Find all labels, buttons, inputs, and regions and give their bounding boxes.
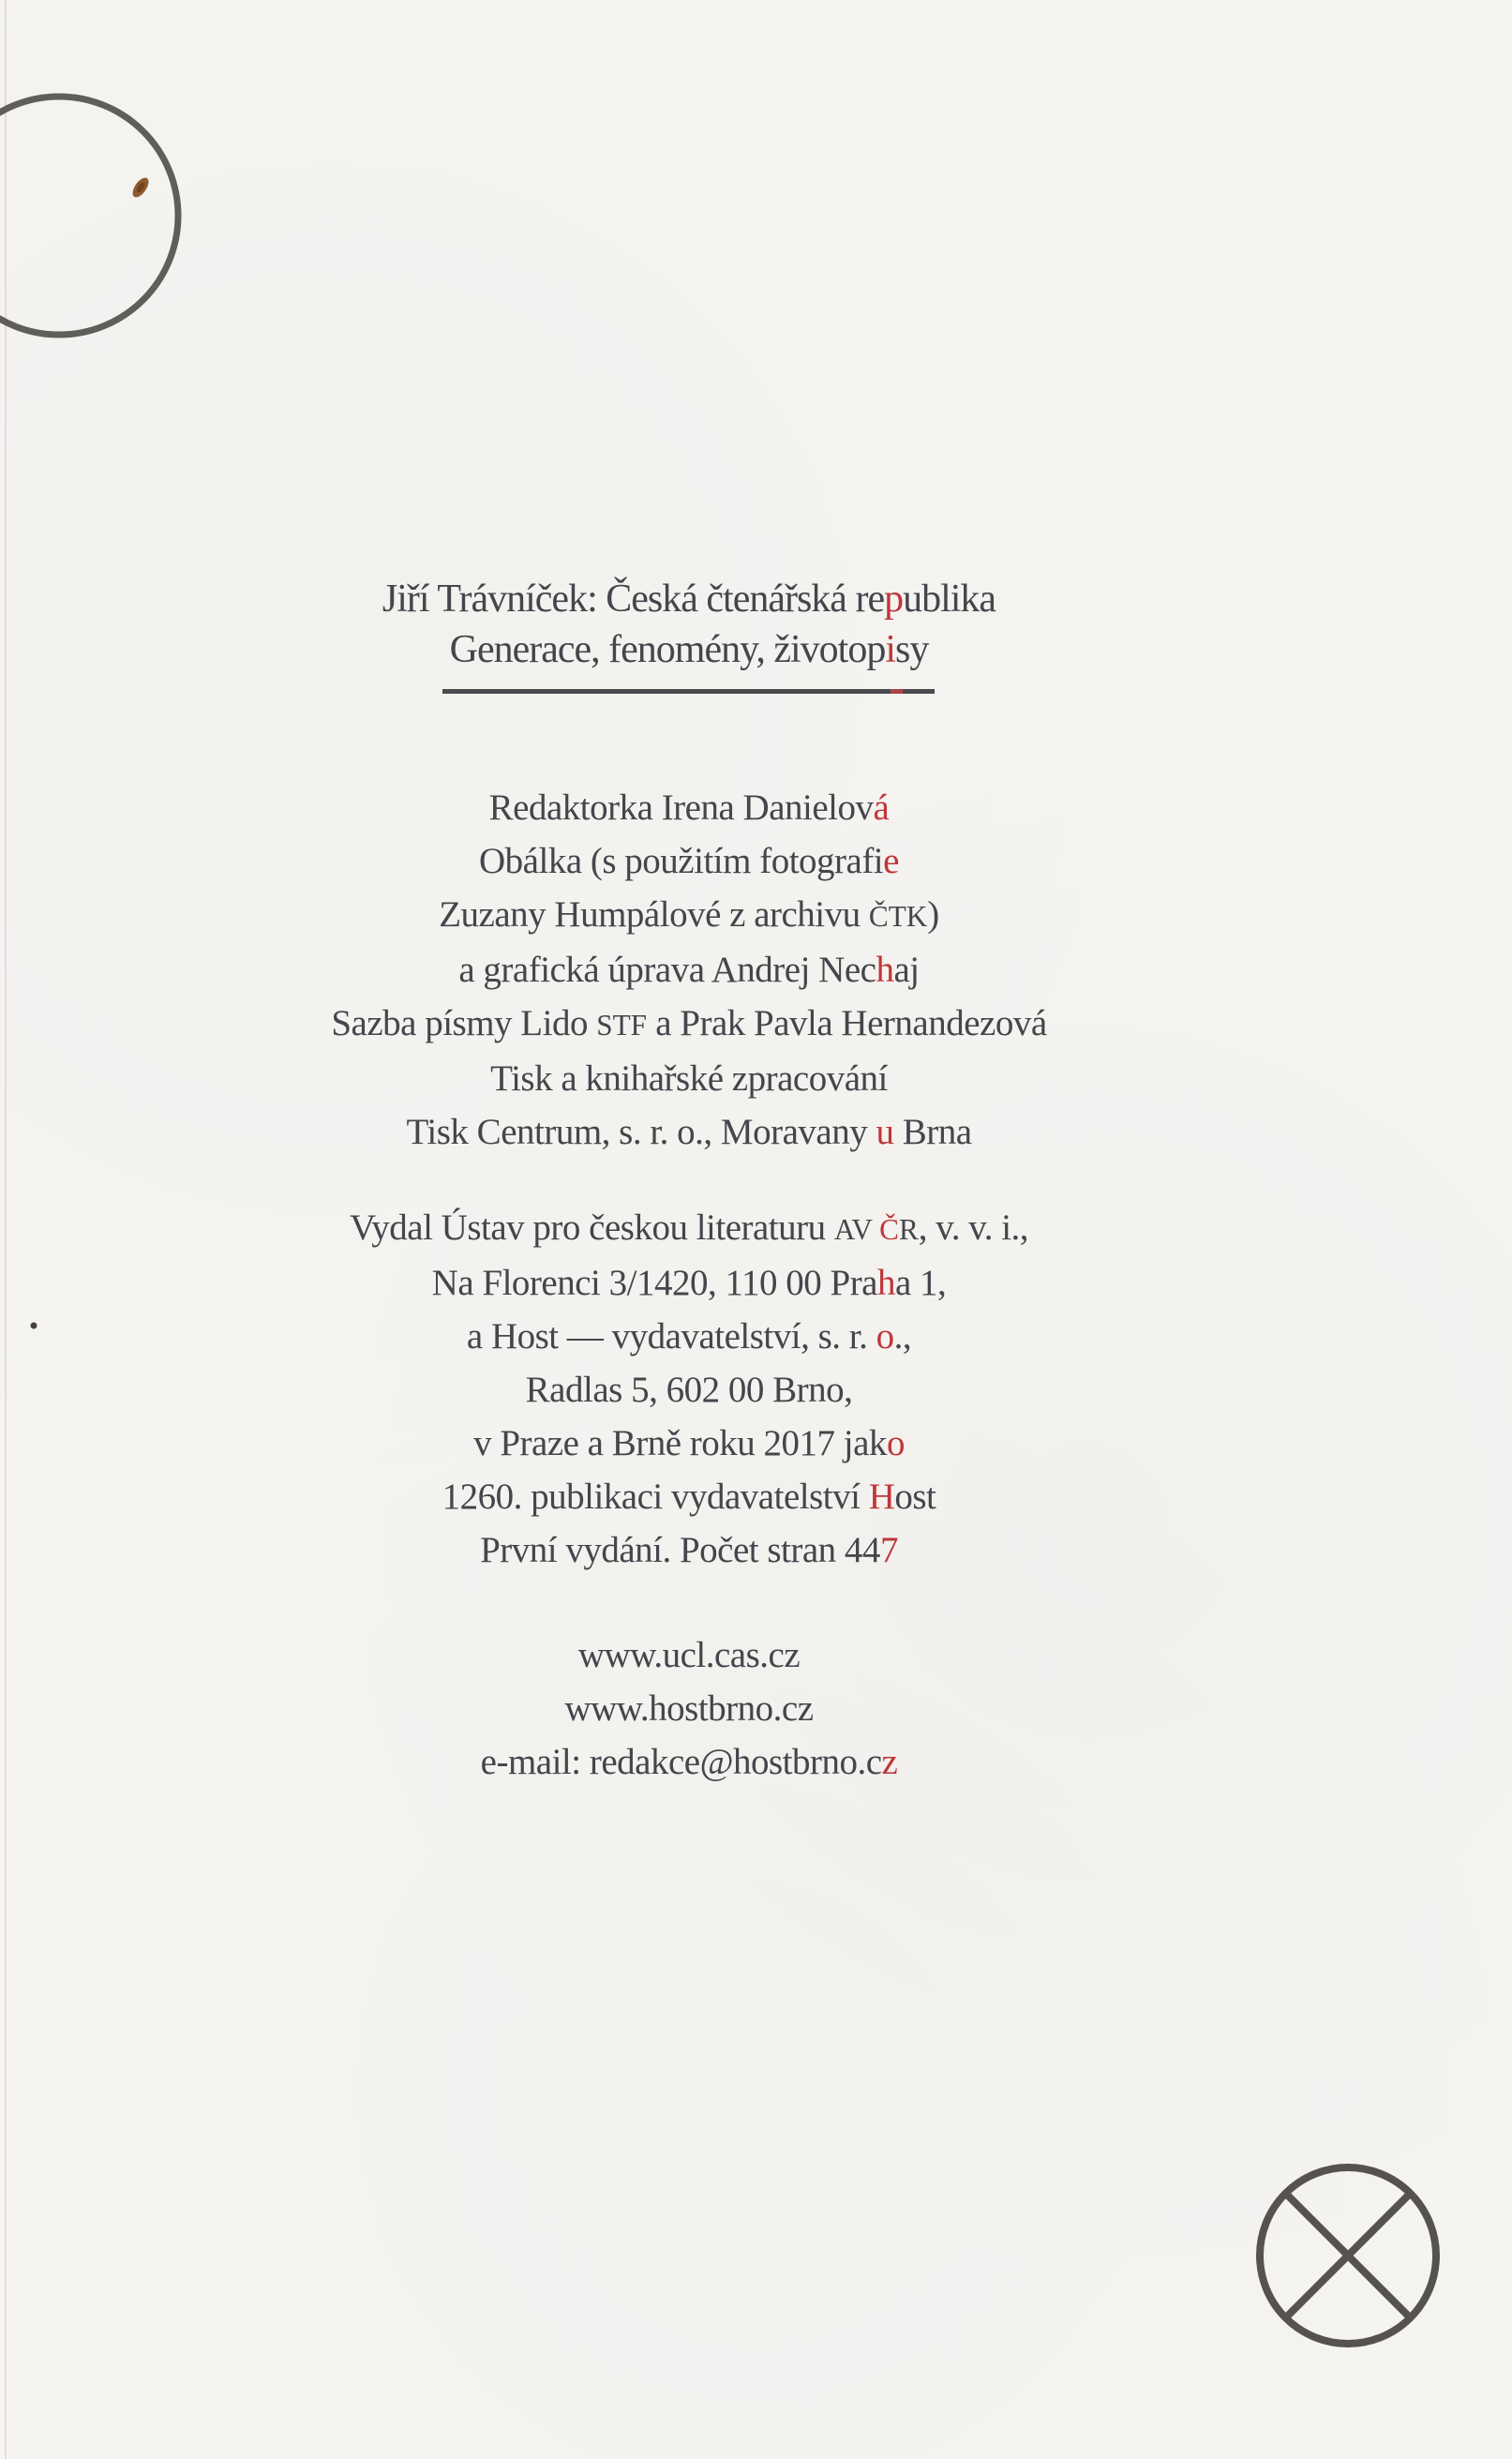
text-segment: Jiří Trávníček: Česká čtenářská re — [382, 577, 885, 621]
publisher-block — [0, 1201, 1378, 1577]
text-segment: Generace, fenomény, životop — [449, 628, 886, 671]
text-segment: R — [898, 1213, 919, 1246]
text-segment: ost — [894, 1477, 936, 1517]
text-segment: Obálka (s použitím fotografi — [479, 841, 884, 881]
text-line — [0, 834, 1378, 888]
credits-block — [0, 781, 1378, 1159]
text-line — [0, 1105, 1378, 1159]
text-line — [0, 781, 1378, 834]
text-segment: Vydal Ústav pro českou literaturu — [349, 1207, 834, 1248]
rule-red-tick — [891, 689, 903, 694]
text-line — [0, 624, 1378, 675]
text-segment: Redaktorka Irena Danielov — [488, 787, 874, 828]
text-segment: v Praze a Brně roku 2017 jak — [473, 1423, 887, 1463]
text-segment: www.ucl.cas.cz — [577, 1635, 801, 1675]
text-line — [0, 1735, 1378, 1789]
top-left-circle-mark — [0, 97, 178, 335]
text-segment: STF — [596, 1009, 647, 1042]
text-line — [0, 1470, 1378, 1523]
text-segment: aj — [893, 950, 920, 990]
text-segment: ) — [927, 894, 939, 935]
text-segment: a Host — vydavatelství, s. r. — [466, 1316, 876, 1357]
red-printed-letter: o — [876, 1316, 894, 1357]
red-printed-letter: i — [885, 628, 896, 671]
text-line — [0, 1363, 1378, 1417]
text-line — [0, 997, 1378, 1052]
red-printed-letter: u — [876, 1112, 894, 1152]
links-block — [0, 1628, 1378, 1789]
red-printed-letter: z — [881, 1742, 898, 1782]
text-line — [0, 1682, 1378, 1735]
text-segment: ublika — [903, 577, 996, 621]
red-printed-letter: o — [886, 1423, 905, 1463]
text-segment: Brna — [893, 1112, 972, 1152]
red-printed-letter: e — [883, 841, 899, 881]
text-line — [0, 1523, 1378, 1577]
text-line — [0, 1201, 1378, 1256]
text-line — [0, 1628, 1378, 1682]
text-line — [0, 1417, 1378, 1470]
text-line — [0, 943, 1378, 997]
text-segment: e-mail: redakce@hostbrno.c — [480, 1742, 882, 1782]
text-line — [0, 574, 1378, 624]
text-segment: sy — [895, 628, 929, 671]
red-printed-letter: p — [884, 577, 904, 621]
text-segment: , v. v. i., — [918, 1207, 1029, 1248]
text-line — [0, 1256, 1378, 1310]
text-segment: a 1, — [895, 1263, 947, 1303]
text-segment: Tisk Centrum, s. r. o., Moravany — [406, 1112, 876, 1152]
registration-circle-x-mark — [1260, 2167, 1436, 2344]
red-printed-letter: Č — [879, 1213, 899, 1246]
text-segment: Na Florenci 3/1420, 110 00 Pra — [431, 1263, 877, 1303]
text-line — [0, 888, 1378, 943]
text-segment: ČTK — [868, 900, 928, 933]
text-segment: 1260. publikaci vydavatelství — [442, 1477, 869, 1517]
red-printed-letter: h — [876, 950, 894, 990]
text-segment: ., — [893, 1316, 912, 1357]
text-line — [0, 1310, 1378, 1363]
text-segment: První vydání. Počet stran 44 — [480, 1530, 880, 1570]
text-segment: a grafická úprava Andrej Nec — [458, 950, 876, 990]
text-segment: a Prak Pavla Hernandezová — [646, 1003, 1047, 1043]
title-underline-rule — [442, 689, 935, 694]
text-line — [0, 1052, 1378, 1105]
red-printed-letter: á — [873, 787, 890, 828]
text-segment: Tisk a knihařské zpracování — [490, 1058, 888, 1099]
text-segment: Radlas 5, 602 00 Brno, — [525, 1370, 853, 1410]
red-printed-letter: 7 — [879, 1530, 898, 1570]
text-segment: Sazba písmy Lido — [331, 1003, 597, 1043]
red-printed-letter: H — [868, 1477, 895, 1517]
text-segment: www.hostbrno.cz — [564, 1688, 814, 1729]
text-segment: AV — [833, 1213, 880, 1246]
red-printed-letter: h — [877, 1263, 895, 1303]
book-title-block — [0, 574, 1378, 675]
text-segment: Zuzany Humpálové z archivu — [439, 894, 869, 935]
